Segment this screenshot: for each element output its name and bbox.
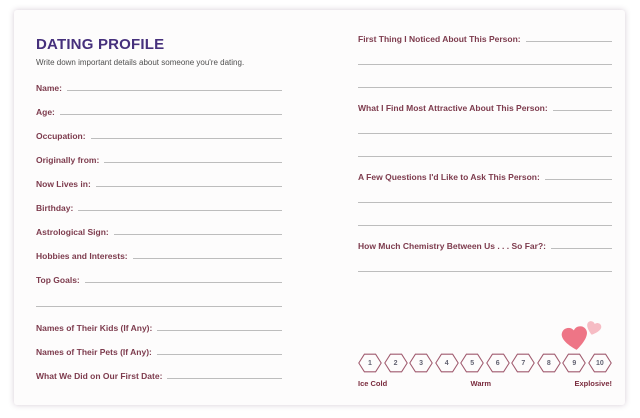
field-label: Hobbies and Interests: (36, 251, 128, 261)
field-occupation (36, 118, 282, 142)
field-label: Originally from: (36, 155, 100, 165)
page-right (358, 22, 612, 388)
write-line (104, 162, 282, 163)
write-line (91, 138, 282, 139)
write-line (60, 114, 282, 115)
field-name (36, 70, 282, 94)
scale-label-high: Explosive! (574, 379, 612, 388)
field-label: First Thing I Noticed About This Person: (358, 34, 521, 44)
write-line (358, 183, 612, 206)
write-line (358, 45, 612, 68)
scale-label-low: Ice Cold (358, 379, 388, 388)
write-line (545, 179, 612, 180)
rating-option-9[interactable] (562, 353, 586, 373)
field-label: Now Lives in: (36, 179, 91, 189)
rating-number: 6 (495, 359, 500, 367)
field-top-goals (36, 262, 282, 286)
section-questions-to-ask (358, 160, 612, 183)
field-now-lives-in (36, 166, 282, 190)
write-line (358, 137, 612, 160)
journal-spread (14, 10, 625, 405)
field-label: Names of Their Pets (If Any): (36, 347, 152, 357)
rating-number: 9 (572, 359, 577, 367)
field-label: A Few Questions I'd Like to Ask This Person: (358, 172, 540, 182)
field-label: Top Goals: (36, 275, 80, 285)
rating-option-3[interactable] (409, 353, 433, 373)
rating-option-4[interactable] (435, 353, 459, 373)
write-line (67, 90, 282, 91)
write-line (551, 248, 612, 249)
section-most-attractive (358, 91, 612, 114)
field-label: Age: (36, 107, 55, 117)
write-line (36, 286, 282, 310)
rating-number: 2 (393, 359, 398, 367)
field-pets-names (36, 334, 282, 358)
field-label: Names of Their Kids (If Any): (36, 323, 153, 333)
hearts-decoration (562, 322, 606, 352)
page-left (36, 10, 282, 382)
write-line (526, 41, 612, 42)
write-line (553, 110, 612, 111)
rating-number: 3 (419, 359, 424, 367)
rating-hexagons (358, 353, 612, 373)
rating-number: 10 (596, 359, 604, 367)
left-fields (36, 70, 282, 382)
write-line (96, 186, 282, 187)
rating-number: 5 (470, 359, 475, 367)
field-birthday (36, 190, 282, 214)
rating-option-8[interactable] (537, 353, 561, 373)
rating-number: 4 (444, 359, 449, 367)
write-line (358, 68, 612, 91)
rating-option-6[interactable] (486, 353, 510, 373)
field-age (36, 94, 282, 118)
field-hobbies (36, 238, 282, 262)
field-label: What We Did on Our First Date: (36, 371, 163, 381)
write-line (157, 354, 282, 355)
field-label: How Much Chemistry Between Us . . . So Far?: (358, 241, 546, 251)
write-line (157, 330, 282, 331)
write-line (85, 282, 282, 283)
chemistry-scale (358, 353, 612, 388)
field-label: Name: (36, 83, 62, 93)
write-line (358, 252, 612, 275)
field-label: Birthday: (36, 203, 74, 213)
write-line (167, 378, 282, 379)
rating-option-7[interactable] (511, 353, 535, 373)
field-kids-names (36, 310, 282, 334)
section-first-thing-noticed (358, 22, 612, 45)
page-title: DATING PROFILE (36, 36, 165, 53)
write-line (114, 234, 282, 235)
rating-option-2[interactable] (384, 353, 408, 373)
write-line (133, 258, 282, 259)
rating-number: 7 (521, 359, 526, 367)
rating-option-1[interactable] (358, 353, 382, 373)
field-label: Occupation: (36, 131, 86, 141)
scale-label-mid: Warm (470, 379, 492, 388)
write-line (358, 114, 612, 137)
field-label: Astrological Sign: (36, 227, 109, 237)
field-originally-from (36, 142, 282, 166)
scale-labels (358, 379, 612, 388)
rating-option-5[interactable] (460, 353, 484, 373)
field-astrological-sign (36, 214, 282, 238)
field-first-date (36, 358, 282, 382)
rating-option-10[interactable] (588, 353, 612, 373)
field-label: What I Find Most Attractive About This Person: (358, 103, 548, 113)
section-chemistry (358, 229, 612, 252)
page-subtitle: Write down important details about someone you're dating. (36, 58, 245, 67)
write-line (78, 210, 282, 211)
rating-number: 1 (368, 359, 372, 367)
write-line (358, 206, 612, 229)
rating-number: 8 (546, 359, 551, 367)
